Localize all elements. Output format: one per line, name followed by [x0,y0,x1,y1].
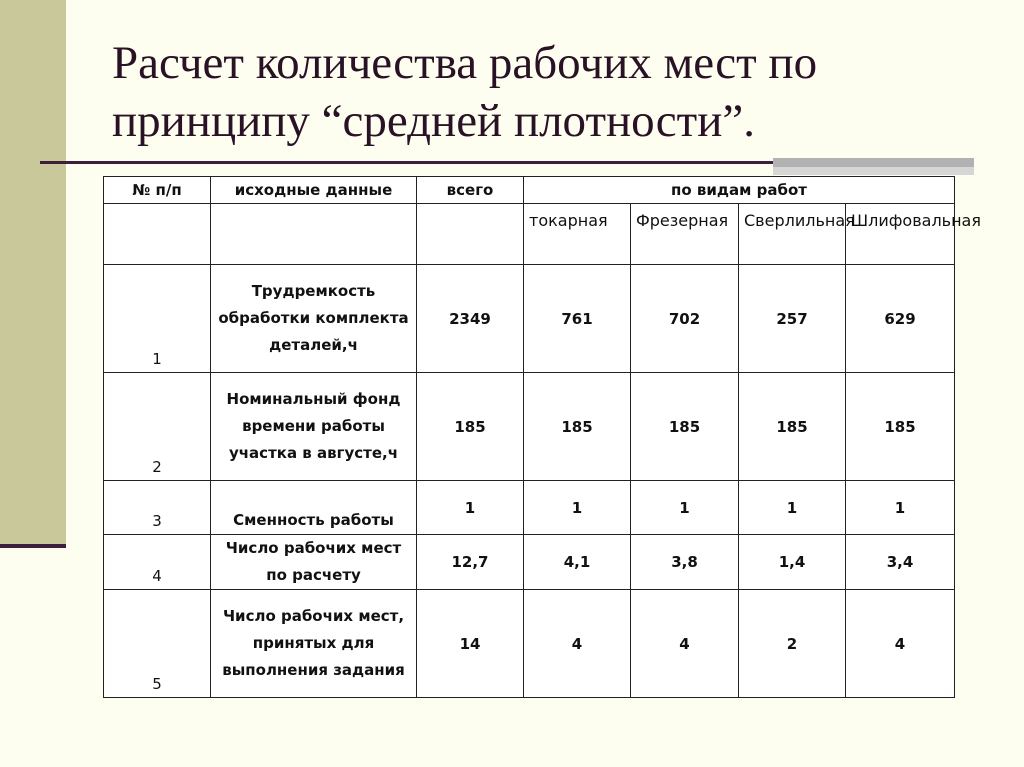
row-value-total: 14 [417,590,524,698]
work-type-grinding: Шлифовальная [846,204,955,265]
row-value-grinding: 3,4 [846,535,955,590]
row-value-turning: 1 [524,481,631,535]
table-header-row [104,177,955,204]
row-value-drilling: 185 [739,373,846,481]
row-value-milling: 4 [631,590,739,698]
header-by-type: по видам работ [524,177,955,204]
row-value-milling: 702 [631,265,739,373]
work-type-milling: Фрезерная [631,204,739,265]
row-value-total: 12,7 [417,535,524,590]
title-divider-accent [773,158,974,167]
row-desc: Трудремкость обработки комплекта деталей,ч [211,265,417,373]
row-value-turning: 185 [524,373,631,481]
header-num: № п/п [104,177,211,204]
work-type-drilling: Сверлильная [739,204,846,265]
row-value-drilling: 2 [739,590,846,698]
table-row [104,481,955,535]
row-num: 5 [104,590,211,698]
row-desc: Число рабочих мест, принятых для выполнения задания [211,590,417,698]
side-decor-line [0,544,66,548]
row-value-milling: 3,8 [631,535,739,590]
subheader-empty-num [104,204,211,265]
row-value-drilling: 257 [739,265,846,373]
row-value-turning: 4,1 [524,535,631,590]
row-value-turning: 4 [524,590,631,698]
row-value-milling: 185 [631,373,739,481]
slide-title: Расчет количества рабочих мест по принципу “средней плотности”. [112,37,818,147]
workplaces-table [103,176,981,698]
row-desc: Номинальный фонд времени работы участка в августе,ч [211,373,417,481]
table-subheader-row [104,204,955,265]
header-total: всего [417,177,524,204]
row-value-milling: 1 [631,481,739,535]
row-num: 1 [104,265,211,373]
table-row [104,590,955,698]
row-value-total: 2349 [417,265,524,373]
table-row [104,373,955,481]
row-desc: Число рабочих мест по расчету [211,535,417,590]
side-decor-bar [0,0,66,546]
row-value-grinding: 629 [846,265,955,373]
work-type-turning: токарная [524,204,631,265]
table-row [104,535,955,590]
row-value-drilling: 1,4 [739,535,846,590]
row-value-grinding: 185 [846,373,955,481]
row-value-drilling: 1 [739,481,846,535]
row-value-grinding: 1 [846,481,955,535]
header-source: исходные данные [211,177,417,204]
row-num: 3 [104,481,211,535]
row-value-grinding: 4 [846,590,955,698]
subheader-empty-total [417,204,524,265]
subheader-empty-source [211,204,417,265]
row-num: 4 [104,535,211,590]
row-value-turning: 761 [524,265,631,373]
title-divider-accent-light [773,167,974,175]
row-value-total: 185 [417,373,524,481]
table-row [104,265,955,373]
row-desc: Сменность работы [211,481,417,535]
row-value-total: 1 [417,481,524,535]
row-num: 2 [104,373,211,481]
